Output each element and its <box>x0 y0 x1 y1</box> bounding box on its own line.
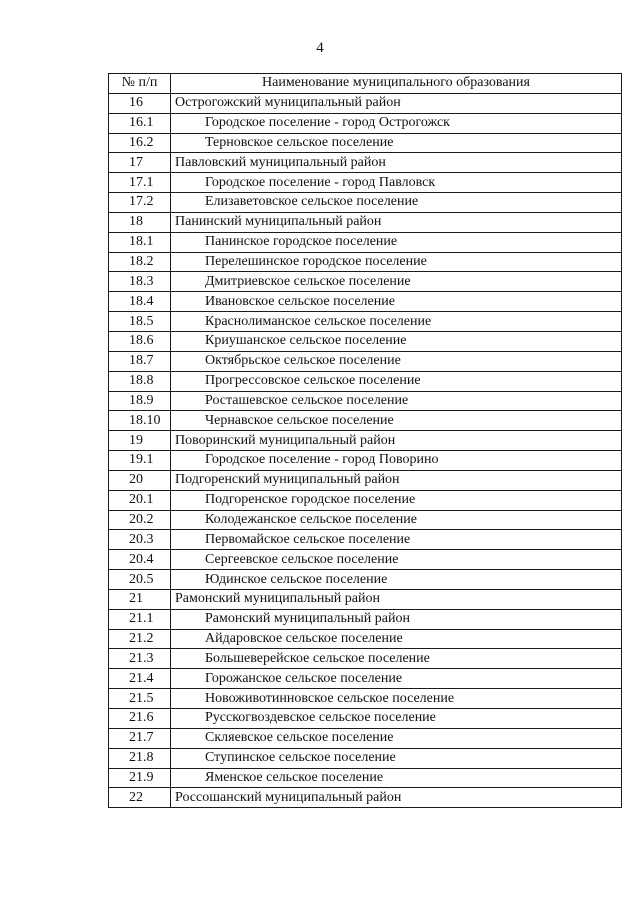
table-row <box>109 113 622 133</box>
settlement-name-cell: Горожанское сельское поселение <box>171 669 622 689</box>
settlement-name-cell: Юдинское сельское поселение <box>171 570 622 590</box>
settlement-name-cell: Росташевское сельское поселение <box>171 391 622 411</box>
settlement-name-cell: Дмитриевское сельское поселение <box>171 272 622 292</box>
table-row <box>109 689 622 709</box>
table-row <box>109 570 622 590</box>
row-number-cell: 21.9 <box>109 768 171 788</box>
district-name-cell: Россошанский муниципальный район <box>171 788 622 808</box>
district-name-cell: Панинский муниципальный район <box>171 212 622 232</box>
table-row <box>109 351 622 371</box>
table-row <box>109 252 622 272</box>
row-number-cell: 22 <box>109 788 171 808</box>
row-number-cell: 16 <box>109 93 171 113</box>
settlement-name-cell: Русскогвоздевское сельское поселение <box>171 709 622 729</box>
row-number-cell: 18.5 <box>109 312 171 332</box>
settlement-name-cell: Колодежанское сельское поселение <box>171 510 622 530</box>
table-row <box>109 490 622 510</box>
table-row <box>109 331 622 351</box>
table-row <box>109 371 622 391</box>
table-row <box>109 748 622 768</box>
row-number-cell: 16.1 <box>109 113 171 133</box>
settlement-name-cell: Скляевское сельское поселение <box>171 728 622 748</box>
settlement-name-cell: Яменское сельское поселение <box>171 768 622 788</box>
row-number-cell: 18.6 <box>109 331 171 351</box>
row-number-cell: 18.4 <box>109 292 171 312</box>
settlement-name-cell: Новоживотинновское сельское поселение <box>171 689 622 709</box>
settlement-name-cell: Подгоренское городское поселение <box>171 490 622 510</box>
settlement-name-cell: Панинское городское поселение <box>171 232 622 252</box>
row-number-cell: 21.4 <box>109 669 171 689</box>
settlement-name-cell: Сергеевское сельское поселение <box>171 550 622 570</box>
table-row <box>109 510 622 530</box>
row-number-cell: 21.7 <box>109 728 171 748</box>
row-number-cell: 18.1 <box>109 232 171 252</box>
settlement-name-cell: Краснолиманское сельское поселение <box>171 312 622 332</box>
table-row <box>109 272 622 292</box>
row-number-cell: 18.7 <box>109 351 171 371</box>
table-row <box>109 431 622 451</box>
row-number-cell: 21.5 <box>109 689 171 709</box>
row-number-cell: 17.2 <box>109 193 171 213</box>
row-number-cell: 21.6 <box>109 709 171 729</box>
settlement-name-cell: Первомайское сельское поселение <box>171 530 622 550</box>
row-number-cell: 20.1 <box>109 490 171 510</box>
row-number-cell: 20.3 <box>109 530 171 550</box>
table-row <box>109 411 622 431</box>
table-row <box>109 232 622 252</box>
row-number-cell: 20.2 <box>109 510 171 530</box>
row-number-cell: 21.8 <box>109 748 171 768</box>
settlement-name-cell: Прогрессовское сельское поселение <box>171 371 622 391</box>
row-number-cell: 16.2 <box>109 133 171 153</box>
district-name-cell: Острогожский муниципальный район <box>171 93 622 113</box>
table-row <box>109 93 622 113</box>
settlement-name-cell: Городское поселение - город Павловск <box>171 173 622 193</box>
settlement-name-cell: Ивановское сельское поселение <box>171 292 622 312</box>
municipalities-table <box>108 73 622 808</box>
row-number-cell: 20.4 <box>109 550 171 570</box>
settlement-name-cell: Айдаровское сельское поселение <box>171 629 622 649</box>
district-name-cell: Подгоренский муниципальный район <box>171 470 622 490</box>
column-header-name: Наименование муниципального образования <box>171 74 622 94</box>
table-row <box>109 173 622 193</box>
table-row <box>109 133 622 153</box>
table-row <box>109 788 622 808</box>
row-number-cell: 18.10 <box>109 411 171 431</box>
table-row <box>109 768 622 788</box>
column-header-number: № п/п <box>109 74 171 94</box>
row-number-cell: 18.9 <box>109 391 171 411</box>
row-number-cell: 17.1 <box>109 173 171 193</box>
row-number-cell: 21.2 <box>109 629 171 649</box>
table-row <box>109 629 622 649</box>
table-row <box>109 709 622 729</box>
table-row <box>109 470 622 490</box>
row-number-cell: 19 <box>109 431 171 451</box>
table-body <box>109 93 622 807</box>
row-number-cell: 17 <box>109 153 171 173</box>
table-row <box>109 669 622 689</box>
table-row <box>109 589 622 609</box>
row-number-cell: 20 <box>109 470 171 490</box>
settlement-name-cell: Терновское сельское поселение <box>171 133 622 153</box>
district-name-cell: Поворинский муниципальный район <box>171 431 622 451</box>
row-number-cell: 19.1 <box>109 451 171 471</box>
settlement-name-cell: Криушанское сельское поселение <box>171 331 622 351</box>
page-number: 4 <box>316 40 324 56</box>
row-number-cell: 20.5 <box>109 570 171 590</box>
settlement-name-cell: Елизаветовское сельское поселение <box>171 193 622 213</box>
settlement-name-cell: Перелешинское городское поселение <box>171 252 622 272</box>
settlement-name-cell: Городское поселение - город Поворино <box>171 451 622 471</box>
table-row <box>109 728 622 748</box>
settlement-name-cell: Октябрьское сельское поселение <box>171 351 622 371</box>
row-number-cell: 18.3 <box>109 272 171 292</box>
table-row <box>109 451 622 471</box>
settlement-name-cell: Рамонский муниципальный район <box>171 609 622 629</box>
settlement-name-cell: Большеверейское сельское поселение <box>171 649 622 669</box>
settlement-name-cell: Городское поселение - город Острогожск <box>171 113 622 133</box>
table-row <box>109 550 622 570</box>
table-header-row <box>109 74 622 94</box>
table-row <box>109 212 622 232</box>
row-number-cell: 21 <box>109 589 171 609</box>
district-name-cell: Павловский муниципальный район <box>171 153 622 173</box>
table-row <box>109 153 622 173</box>
table-row <box>109 292 622 312</box>
row-number-cell: 21.3 <box>109 649 171 669</box>
table-row <box>109 649 622 669</box>
row-number-cell: 18.2 <box>109 252 171 272</box>
row-number-cell: 21.1 <box>109 609 171 629</box>
settlement-name-cell: Ступинское сельское поселение <box>171 748 622 768</box>
settlement-name-cell: Чернавское сельское поселение <box>171 411 622 431</box>
row-number-cell: 18 <box>109 212 171 232</box>
row-number-cell: 18.8 <box>109 371 171 391</box>
table-row <box>109 391 622 411</box>
table-row <box>109 193 622 213</box>
table-row <box>109 530 622 550</box>
district-name-cell: Рамонский муниципальный район <box>171 589 622 609</box>
table-row <box>109 609 622 629</box>
table-row <box>109 312 622 332</box>
